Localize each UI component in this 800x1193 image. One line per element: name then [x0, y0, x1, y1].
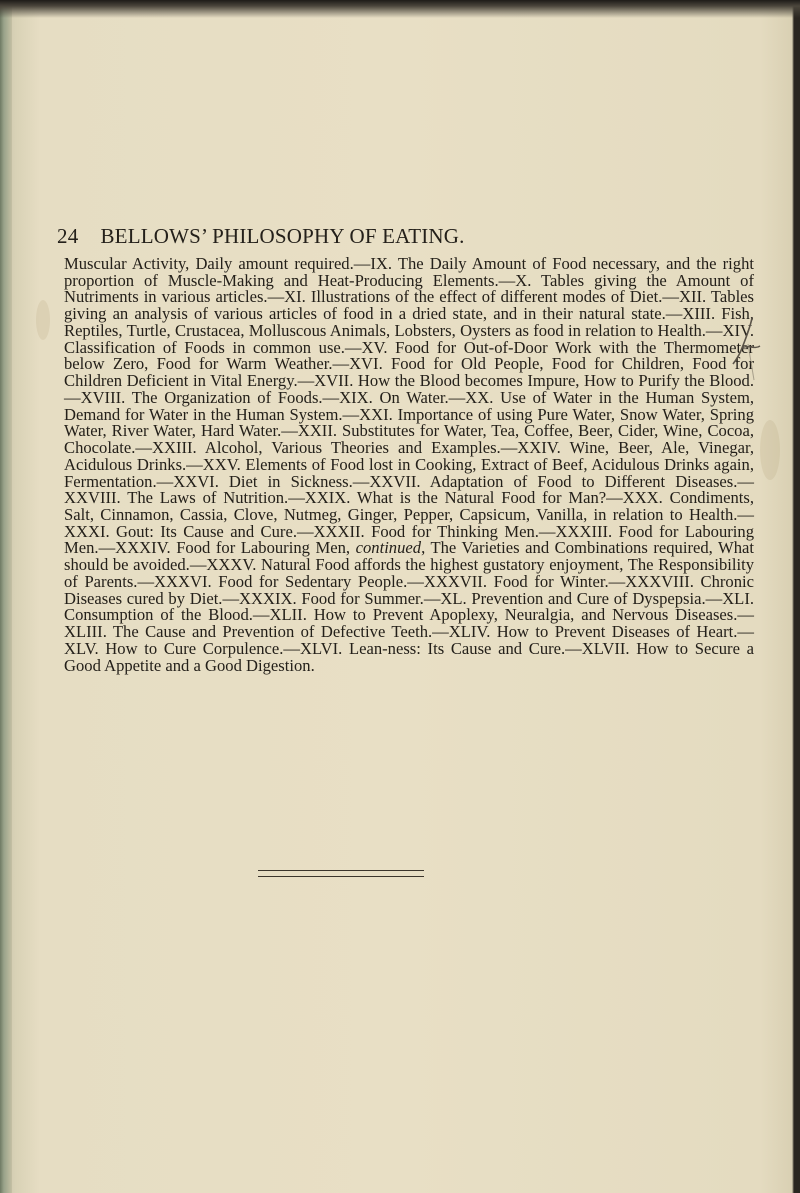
paper-stain — [36, 300, 50, 340]
contents-text-rest: , The Varieties and Combinations required, What should be avoided.—XXXV. Natural Food affords the highest gustatory enjoyment, The Responsibility of Parents.—XXXVI. Food for Sedentary People.—XXXVII. Food for Winter.—XXXVIII. Chronic Diseases cured by Diet.—XXXIX. Food for Summer.—XL. Prevention and Cure of Dyspepsia.—XLI. Consumption of the Blood.—XLII. How to Prevent Apoplexy, Neuralgia, and Nervous Diseases.—XLIII. The Cause and Prevention of Defective Teeth.—XLIV. How to Prevent Diseases of Heart.—XLV. How to Cure Corpulence.—XLVI. Lean-ness: Its Cause and Cure.—XLVII. How to Secure a Good Appetite and a Good Digestion. — [64, 538, 754, 675]
top-shadow — [0, 0, 800, 18]
contents-paragraph — [64, 256, 754, 674]
end-double-rule — [258, 870, 424, 877]
continued-italic: continued — [355, 538, 422, 558]
paper-stain — [760, 420, 780, 480]
pencil-margin-mark-icon — [730, 314, 766, 386]
book-spine-edge — [0, 0, 12, 1193]
page-number: 24 — [57, 224, 79, 248]
running-header — [57, 224, 757, 254]
contents-text: Muscular Activity, Daily amount required.—IX. The Daily Amount of Food necessary, and the right proportion of Muscle-Making and Heat-Producing Elements.—X. Tables giving the Amount of Nutriments in various articles.—XI. Illustrations of the effect of different modes of Diet.—XII. Tables giving an analysis of various articles of food in a dried state, and in their natural state.—XIII. Fish, Reptiles, Turtle, Crustacea, Molluscous Animals, Lobsters, Oysters as food in relation to Health.—XIV. Classification of Foods in common use.—XV. Food for Out-of-Door Work with the Thermometer below Zero, Food for Warm Weather.—XVI. Food for Old People, Food for Children, Food for Children Deficient in Vital Energy.—XVII. How the Blood becomes Impure, How to Purify the Blood.—XVIII. The Organization of Foods.—XIX. On Water.—XX. Use of Water in the Human System, Demand for Water in the Human System.—XXI. Importance of using Pure Water, Snow Water, Spring Water, River Water, Hard Water.—XXII. Substitutes for Water, Tea, Coffee, Beer, Cider, Wine, Cocoa, Chocolate.—XXIII. Alcohol, Various Theories and Examples.—XXIV. Wine, Beer, Ale, Vinegar, Acidulous Drinks.—XXV. Elements of Food lost in Cooking, Extract of Beef, Acidulous Drinks again, Fermentation.—XXVI. Diet in Sickness.—XXVII. Adaptation of Food to Different Diseases.—XXVIII. The Laws of Nutrition.—XXIX. What is the Natural Food for Man?—XXX. Condiments, Salt, Cinnamon, Cassia, Clove, Nutmeg, Ginger, Pepper, Capsicum, Vanilla, in relation to Health.—XXXI. Gout: Its Cause and Cure.—XXXII. Food for Thinking Men.—XXXIII. Food for Labouring Men.—XXXIV. Food for Labouring Men, — [64, 254, 754, 558]
running-title: BELLOWS’ PHILOSOPHY OF EATING. — [100, 224, 465, 248]
